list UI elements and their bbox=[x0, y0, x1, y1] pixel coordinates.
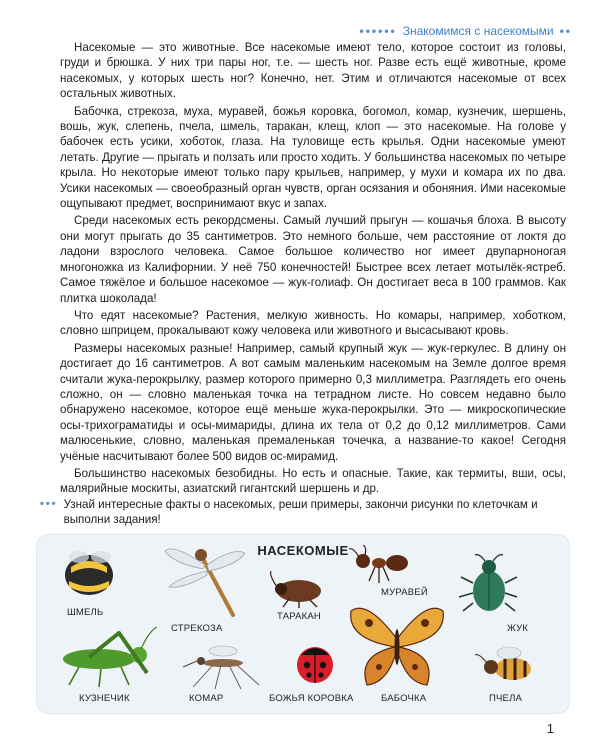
page-number: 1 bbox=[546, 721, 554, 736]
bee-icon bbox=[469, 639, 541, 691]
paragraph: Что едят насекомые? Растения, мелкую живность. Но комары, например, хоботком, словно шприцем, прокалывают кожу человека или животного и высасывают кровь. bbox=[60, 308, 566, 338]
intro-callout bbox=[40, 497, 560, 528]
beetle-icon bbox=[455, 553, 519, 617]
article-text bbox=[60, 40, 566, 499]
paragraph: Насекомые — это животные. Все насекомые имеют тело, которое состоит из головы, груди и брюшка. У них три пары ног, т.е. — шесть ног. Разве есть ещё животные, кроме насекомых, у которых шесть ног? Конечно, нет. Этим и отличаются насекомые от всех остальных животных. bbox=[60, 41, 566, 101]
page-header bbox=[360, 24, 572, 38]
label-grasshopper: КУЗНЕЧИК bbox=[79, 693, 130, 704]
paragraph: Большинство насекомых безобидны. Но есть и опасные. Такие, как термиты, вши, осы, малярийные москиты, азиатский гигантский шершень и др. bbox=[60, 466, 566, 496]
label-mosquito: КОМАР bbox=[189, 693, 224, 704]
label-bee: ПЧЕЛА bbox=[489, 693, 523, 704]
header-dots-end: •• bbox=[559, 24, 572, 38]
grasshopper-icon bbox=[49, 627, 159, 689]
label-ladybug: БОЖЬЯ КОРОВКА bbox=[269, 693, 354, 704]
dragonfly-icon bbox=[163, 541, 249, 621]
paragraph: Среди насекомых есть рекордсмены. Самый лучший прыгун — кошачья блоха. В высоту они могут прыгать до 35 сантиметров. Это немного больше, чем расстояние от локтя до ладони взрослого человека. Самое большое количество ног имеет двупарноногая многоножка из Калифорнии. У неё 750 конечностей! Быстрее всех летает мотылёк-ястреб. Самое тяжёлое и большое насекомое — жук-голиаф. Он достигает веса в 100 граммов. Как плитка шоколада! bbox=[60, 214, 566, 305]
header-dots: •••••• bbox=[359, 24, 397, 38]
intro-text: Узнай интересные факты о насекомых, реши примеры, закончи рисунки по клеточкам и выполни задания! bbox=[63, 498, 538, 527]
paragraph: Бабочка, стрекоза, муха, муравей, божья коровка, богомол, комар, кузнечик, шершень, вошь, жук, слепень, пчела, шмель, таракан, клещ, клоп — это насекомые. На голове у бабочек есть усики, хоботок, глаза. На туловище есть крылья. Одни насекомые умеют летать. Другие — прыгать и ползать или просто ходить. У большинства насекомых по четыре крыла. Но некоторые имеют только пару крыльев, например, у мухи и комара их по два. Усики насекомых — своеобразный орган чувств, орган осязания и обоняния. Ими насекомые ощупывают предмет, воспринимают вкус и запах. bbox=[60, 104, 566, 211]
label-dragonfly: СТРЕКОЗА bbox=[171, 623, 223, 634]
label-ant: МУРАВЕЙ bbox=[381, 587, 428, 598]
header-title: Знакомимся с насекомыми bbox=[402, 24, 554, 38]
mosquito-icon bbox=[179, 635, 263, 691]
label-bumblebee: ШМЕЛЬ bbox=[67, 607, 104, 618]
butterfly-icon bbox=[347, 599, 447, 691]
label-beetle: ЖУК bbox=[507, 623, 529, 634]
bumblebee-icon bbox=[59, 545, 119, 601]
label-cockroach: ТАРАКАН bbox=[277, 611, 321, 622]
ladybug-icon bbox=[291, 639, 339, 687]
intro-dots: ••• bbox=[40, 498, 58, 510]
label-butterfly: БАБОЧКА bbox=[381, 693, 427, 704]
paragraph: Размеры насекомых разные! Например, самый крупный жук — жук-геркулес. В длину он достигает до 16 сантиметров. А вот самым маленьким насекомым на Земле долгое время считали жука-перокрылку, размер которого примерно 0,3 миллиметра. Разглядеть его очень сложно, он — словно маленькая точка на тетрадном листе. Но совсем недавно было обнаружено насекомое, которое ещё меньше жука-перокрылки. Это — микроскопические осы-трихограматиды и осы-мимариды, длина их тела от 0,2 до 0,12 миллиметров. Сами малюсенькие, словно, маленькая премаленькая точечка, а название-то какое! Сегодня учёные насчитывают более 500 видов ос-мирамид. bbox=[60, 341, 566, 463]
panel-title: НАСЕКОМЫЕ bbox=[257, 543, 349, 558]
cockroach-icon bbox=[269, 569, 329, 609]
ant-icon bbox=[349, 545, 411, 585]
insects-panel bbox=[36, 534, 570, 714]
